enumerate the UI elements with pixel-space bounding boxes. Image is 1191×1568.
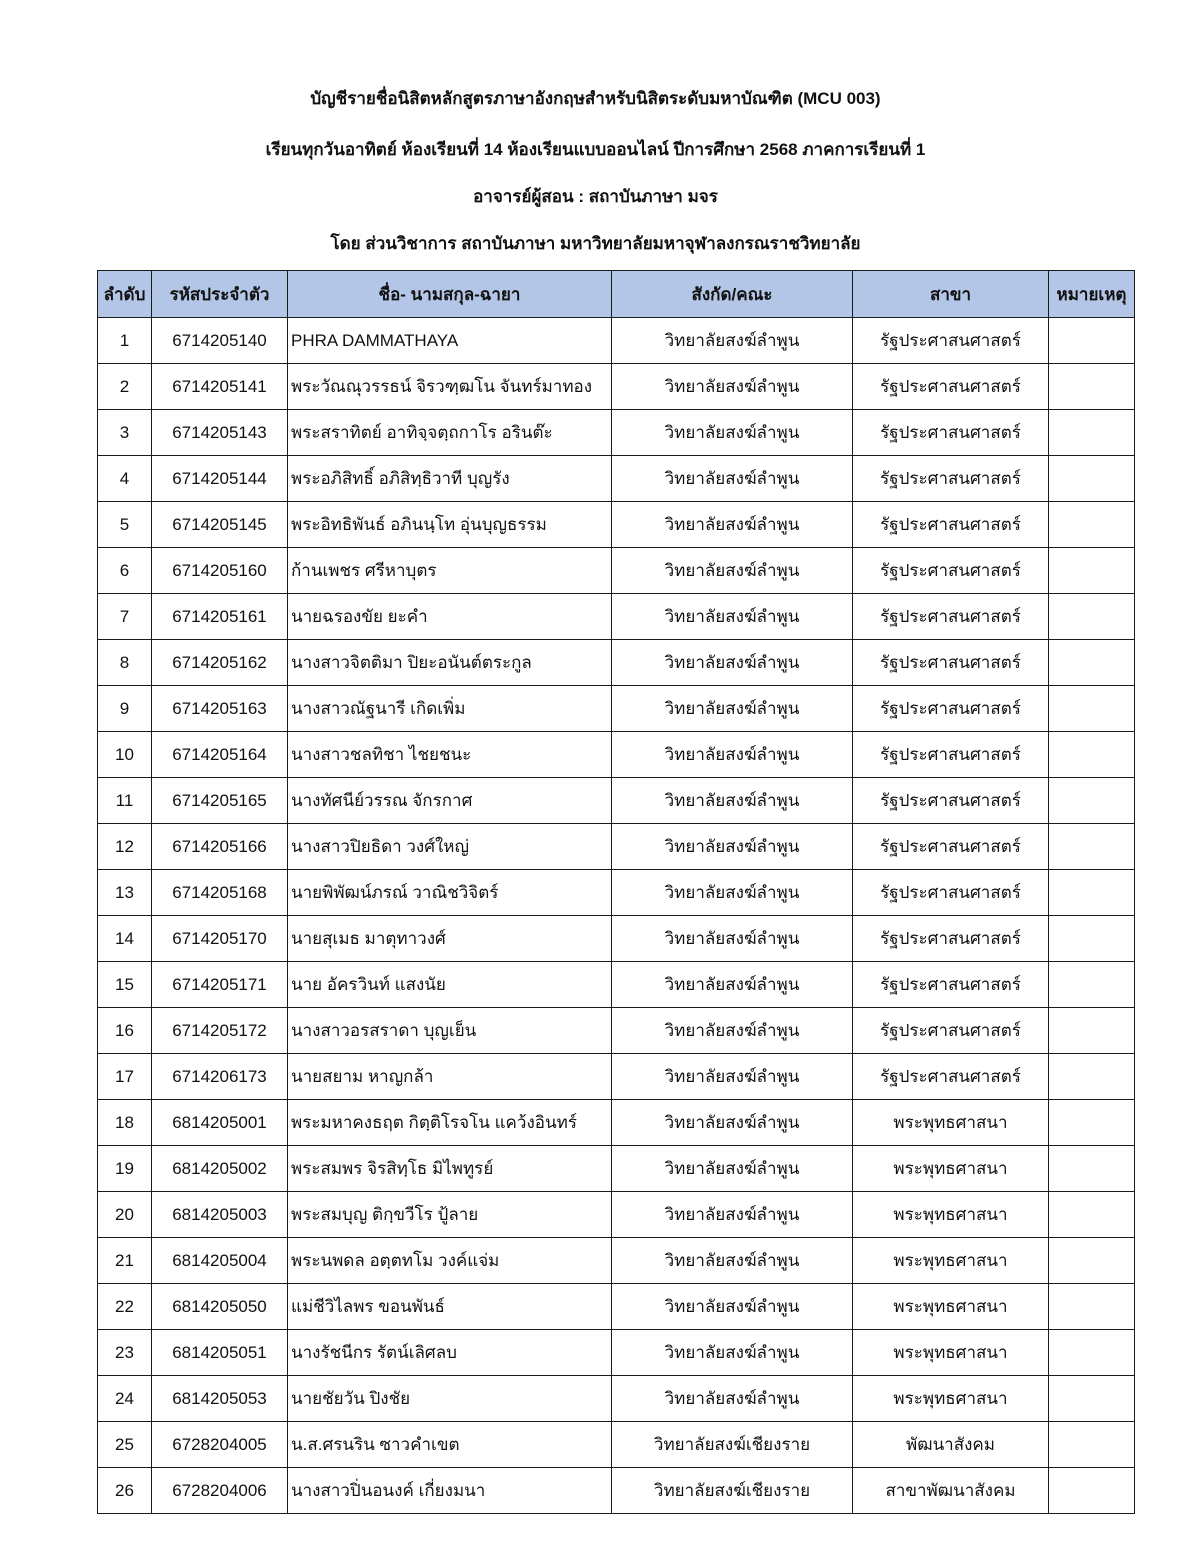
major-cell: พระพุทธศาสนา bbox=[853, 1376, 1049, 1422]
note-cell bbox=[1049, 1238, 1135, 1284]
major-cell: รัฐประศาสนศาสตร์ bbox=[853, 732, 1049, 778]
student-id-cell: 6714205166 bbox=[152, 824, 288, 870]
student-name-cell: พระสมพร จิรสิทฺโธ มิไพทูรย์ bbox=[288, 1146, 612, 1192]
row-number-cell: 10 bbox=[98, 732, 152, 778]
row-number-cell: 22 bbox=[98, 1284, 152, 1330]
major-cell: รัฐประศาสนศาสตร์ bbox=[853, 548, 1049, 594]
major-cell: รัฐประศาสนศาสตร์ bbox=[853, 364, 1049, 410]
table-row bbox=[98, 870, 1135, 916]
row-number-cell: 5 bbox=[98, 502, 152, 548]
affiliation-cell: วิทยาลัยสงฆ์ลำพูน bbox=[612, 870, 853, 916]
row-number-cell: 6 bbox=[98, 548, 152, 594]
student-id-cell: 6814205050 bbox=[152, 1284, 288, 1330]
header-row bbox=[98, 271, 1135, 318]
table-row bbox=[98, 1008, 1135, 1054]
major-cell: พระพุทธศาสนา bbox=[853, 1146, 1049, 1192]
major-cell: รัฐประศาสนศาสตร์ bbox=[853, 1054, 1049, 1100]
row-number-cell: 2 bbox=[98, 364, 152, 410]
student-name-cell: พระอภิสิทธิ์ อภิสิทฺธิวาที บุญรัง bbox=[288, 456, 612, 502]
student-id-cell: 6714205170 bbox=[152, 916, 288, 962]
student-id-cell: 6714205160 bbox=[152, 548, 288, 594]
major-cell: รัฐประศาสนศาสตร์ bbox=[853, 962, 1049, 1008]
student-name-cell: นางสาวชลทิชา ไชยชนะ bbox=[288, 732, 612, 778]
note-cell bbox=[1049, 1008, 1135, 1054]
table-row bbox=[98, 778, 1135, 824]
note-cell bbox=[1049, 410, 1135, 456]
row-number-cell: 3 bbox=[98, 410, 152, 456]
table-body bbox=[98, 318, 1135, 1514]
note-cell bbox=[1049, 1054, 1135, 1100]
table-row bbox=[98, 1100, 1135, 1146]
column-header-student-id: รหัสประจำตัว bbox=[152, 271, 288, 318]
note-cell bbox=[1049, 1192, 1135, 1238]
affiliation-cell: วิทยาลัยสงฆ์ลำพูน bbox=[612, 1330, 853, 1376]
student-id-cell: 6814205004 bbox=[152, 1238, 288, 1284]
affiliation-cell: วิทยาลัยสงฆ์ลำพูน bbox=[612, 410, 853, 456]
student-name-cell: นายพิพัฒน์ภรณ์ วาณิชวิจิตร์ bbox=[288, 870, 612, 916]
row-number-cell: 18 bbox=[98, 1100, 152, 1146]
note-cell bbox=[1049, 1422, 1135, 1468]
note-cell bbox=[1049, 502, 1135, 548]
note-cell bbox=[1049, 1468, 1135, 1514]
student-name-cell: พระวัณณุวรรธน์ จิรวฑฺฒโน จันทร์มาทอง bbox=[288, 364, 612, 410]
document-title: บัญชีรายชื่อนิสิตหลักสูตรภาษาอังกฤษสำหรับนิสิตระดับมหาบัณฑิต (MCU 003) bbox=[310, 89, 881, 108]
row-number-cell: 20 bbox=[98, 1192, 152, 1238]
student-id-cell: 6814205001 bbox=[152, 1100, 288, 1146]
affiliation-cell: วิทยาลัยสงฆ์ลำพูน bbox=[612, 778, 853, 824]
row-number-cell: 19 bbox=[98, 1146, 152, 1192]
affiliation-cell: วิทยาลัยสงฆ์ลำพูน bbox=[612, 732, 853, 778]
table-row bbox=[98, 1422, 1135, 1468]
table-row bbox=[98, 962, 1135, 1008]
note-cell bbox=[1049, 870, 1135, 916]
affiliation-cell: วิทยาลัยสงฆ์ลำพูน bbox=[612, 1238, 853, 1284]
student-id-cell: 6714205165 bbox=[152, 778, 288, 824]
student-id-cell: 6714205140 bbox=[152, 318, 288, 364]
table-row bbox=[98, 732, 1135, 778]
student-name-cell: พระนพดล อตฺตทโม วงค์แจ่ม bbox=[288, 1238, 612, 1284]
student-id-cell: 6714205168 bbox=[152, 870, 288, 916]
table-row bbox=[98, 1330, 1135, 1376]
note-cell bbox=[1049, 732, 1135, 778]
student-name-cell: นางสาวปิยธิดา วงศ์ใหญ่ bbox=[288, 824, 612, 870]
note-cell bbox=[1049, 778, 1135, 824]
table-row bbox=[98, 1284, 1135, 1330]
note-cell bbox=[1049, 686, 1135, 732]
affiliation-cell: วิทยาลัยสงฆ์ลำพูน bbox=[612, 594, 853, 640]
column-header-affiliation: สังกัด/คณะ bbox=[612, 271, 853, 318]
affiliation-cell: วิทยาลัยสงฆ์ลำพูน bbox=[612, 824, 853, 870]
student-name-cell: นาย อัครวินท์ แสงนัย bbox=[288, 962, 612, 1008]
student-id-cell: 6714205145 bbox=[152, 502, 288, 548]
table-row bbox=[98, 1192, 1135, 1238]
student-id-cell: 6814205051 bbox=[152, 1330, 288, 1376]
student-name-cell: นางทัศนีย์วรรณ จักรกาศ bbox=[288, 778, 612, 824]
row-number-cell: 25 bbox=[98, 1422, 152, 1468]
affiliation-cell: วิทยาลัยสงฆ์ลำพูน bbox=[612, 640, 853, 686]
student-id-cell: 6814205003 bbox=[152, 1192, 288, 1238]
table-row bbox=[98, 318, 1135, 364]
row-number-cell: 16 bbox=[98, 1008, 152, 1054]
student-id-cell: 6728204005 bbox=[152, 1422, 288, 1468]
student-id-cell: 6714205162 bbox=[152, 640, 288, 686]
note-cell bbox=[1049, 594, 1135, 640]
affiliation-cell: วิทยาลัยสงฆ์ลำพูน bbox=[612, 916, 853, 962]
row-number-cell: 26 bbox=[98, 1468, 152, 1514]
student-name-cell: พระมหาคงธฤต กิตฺติโรจโน แคว้งอินทร์ bbox=[288, 1100, 612, 1146]
row-number-cell: 14 bbox=[98, 916, 152, 962]
table-header bbox=[98, 271, 1135, 318]
major-cell: พระพุทธศาสนา bbox=[853, 1330, 1049, 1376]
student-name-cell: พระอิทธิพันธ์ อภินนฺโท อุ่นบุญธรรม bbox=[288, 502, 612, 548]
major-cell: รัฐประศาสนศาสตร์ bbox=[853, 502, 1049, 548]
note-cell bbox=[1049, 1100, 1135, 1146]
note-cell bbox=[1049, 640, 1135, 686]
major-cell: พระพุทธศาสนา bbox=[853, 1100, 1049, 1146]
major-cell: สาขาพัฒนาสังคม bbox=[853, 1468, 1049, 1514]
affiliation-cell: วิทยาลัยสงฆ์เชียงราย bbox=[612, 1422, 853, 1468]
row-number-cell: 1 bbox=[98, 318, 152, 364]
class-schedule-line: เรียนทุกวันอาทิตย์ ห้องเรียนที่ 14 ห้องเรียนแบบออนไลน์ ปีการศึกษา 2568 ภาคการเรียนที่ 1 bbox=[265, 140, 926, 159]
row-number-cell: 15 bbox=[98, 962, 152, 1008]
row-number-cell: 23 bbox=[98, 1330, 152, 1376]
table-row bbox=[98, 364, 1135, 410]
table-row bbox=[98, 1376, 1135, 1422]
major-cell: พระพุทธศาสนา bbox=[853, 1238, 1049, 1284]
note-cell bbox=[1049, 824, 1135, 870]
affiliation-cell: วิทยาลัยสงฆ์ลำพูน bbox=[612, 456, 853, 502]
table-row bbox=[98, 1468, 1135, 1514]
student-name-cell: น.ส.ศรนริน ซาวคำเขต bbox=[288, 1422, 612, 1468]
note-cell bbox=[1049, 1376, 1135, 1422]
student-name-cell: นายชัยวัน ปิงชัย bbox=[288, 1376, 612, 1422]
row-number-cell: 21 bbox=[98, 1238, 152, 1284]
organization-line: โดย ส่วนวิชาการ สถาบันภาษา มหาวิทยาลัยมหาจุฬาลงกรณราชวิทยาลัย bbox=[330, 234, 861, 253]
row-number-cell: 9 bbox=[98, 686, 152, 732]
affiliation-cell: วิทยาลัยสงฆ์ลำพูน bbox=[612, 1100, 853, 1146]
table-row bbox=[98, 502, 1135, 548]
table-row bbox=[98, 824, 1135, 870]
row-number-cell: 17 bbox=[98, 1054, 152, 1100]
student-name-cell: ก้านเพชร ศรีหาบุตร bbox=[288, 548, 612, 594]
table-row bbox=[98, 640, 1135, 686]
affiliation-cell: วิทยาลัยสงฆ์ลำพูน bbox=[612, 1192, 853, 1238]
student-name-cell: นางสาวปิ่นอนงค์ เกี่ยงมนา bbox=[288, 1468, 612, 1514]
student-id-cell: 6714205141 bbox=[152, 364, 288, 410]
student-name-cell: นางสาวจิตติมา ปิยะอนันต์ตระกูล bbox=[288, 640, 612, 686]
column-header-no: ลำดับ bbox=[98, 271, 152, 318]
major-cell: รัฐประศาสนศาสตร์ bbox=[853, 1008, 1049, 1054]
major-cell: พัฒนาสังคม bbox=[853, 1422, 1049, 1468]
major-cell: พระพุทธศาสนา bbox=[853, 1192, 1049, 1238]
major-cell: รัฐประศาสนศาสตร์ bbox=[853, 318, 1049, 364]
note-cell bbox=[1049, 548, 1135, 594]
student-id-cell: 6714205161 bbox=[152, 594, 288, 640]
row-number-cell: 11 bbox=[98, 778, 152, 824]
student-name-cell: พระสมบุญ ติกฺขวีโร ปู้ลาย bbox=[288, 1192, 612, 1238]
major-cell: รัฐประศาสนศาสตร์ bbox=[853, 410, 1049, 456]
student-id-cell: 6814205002 bbox=[152, 1146, 288, 1192]
row-number-cell: 4 bbox=[98, 456, 152, 502]
table-row bbox=[98, 1054, 1135, 1100]
student-name-cell: นางสาวณัฐนารี เกิดเพิ่ม bbox=[288, 686, 612, 732]
affiliation-cell: วิทยาลัยสงฆ์ลำพูน bbox=[612, 1146, 853, 1192]
affiliation-cell: วิทยาลัยสงฆ์ลำพูน bbox=[612, 364, 853, 410]
note-cell bbox=[1049, 1146, 1135, 1192]
note-cell bbox=[1049, 456, 1135, 502]
table-row bbox=[98, 548, 1135, 594]
student-name-cell: PHRA DAMMATHAYA bbox=[288, 318, 612, 364]
student-id-cell: 6714205171 bbox=[152, 962, 288, 1008]
major-cell: รัฐประศาสนศาสตร์ bbox=[853, 824, 1049, 870]
row-number-cell: 12 bbox=[98, 824, 152, 870]
row-number-cell: 13 bbox=[98, 870, 152, 916]
student-id-cell: 6714205144 bbox=[152, 456, 288, 502]
note-cell bbox=[1049, 916, 1135, 962]
table-row bbox=[98, 916, 1135, 962]
student-id-cell: 6714206173 bbox=[152, 1054, 288, 1100]
student-name-cell: นายฉรองขัย ยะคำ bbox=[288, 594, 612, 640]
major-cell: รัฐประศาสนศาสตร์ bbox=[853, 456, 1049, 502]
row-number-cell: 8 bbox=[98, 640, 152, 686]
column-header-name: ชื่อ- นามสกุล-ฉายา bbox=[288, 271, 612, 318]
table-row bbox=[98, 410, 1135, 456]
student-name-cell: นางรัชนีกร รัตน์เลิศลบ bbox=[288, 1330, 612, 1376]
student-id-cell: 6728204006 bbox=[152, 1468, 288, 1514]
student-name-cell: นายสุเมธ มาตุทาวงศ์ bbox=[288, 916, 612, 962]
student-id-cell: 6714205163 bbox=[152, 686, 288, 732]
note-cell bbox=[1049, 364, 1135, 410]
affiliation-cell: วิทยาลัยสงฆ์ลำพูน bbox=[612, 1376, 853, 1422]
student-id-cell: 6714205164 bbox=[152, 732, 288, 778]
major-cell: รัฐประศาสนศาสตร์ bbox=[853, 870, 1049, 916]
column-header-major: สาขา bbox=[853, 271, 1049, 318]
column-header-note: หมายเหตุ bbox=[1049, 271, 1135, 318]
student-id-cell: 6714205143 bbox=[152, 410, 288, 456]
table-row bbox=[98, 456, 1135, 502]
student-name-cell: แม่ชีวิไลพร ขอนพันธ์ bbox=[288, 1284, 612, 1330]
student-name-cell: พระสราทิตย์ อาทิจฺจตฺถกาโร อรินต๊ะ bbox=[288, 410, 612, 456]
row-number-cell: 7 bbox=[98, 594, 152, 640]
note-cell bbox=[1049, 1284, 1135, 1330]
affiliation-cell: วิทยาลัยสงฆ์ลำพูน bbox=[612, 548, 853, 594]
affiliation-cell: วิทยาลัยสงฆ์ลำพูน bbox=[612, 502, 853, 548]
major-cell: รัฐประศาสนศาสตร์ bbox=[853, 916, 1049, 962]
major-cell: รัฐประศาสนศาสตร์ bbox=[853, 640, 1049, 686]
student-id-cell: 6814205053 bbox=[152, 1376, 288, 1422]
student-roster-table bbox=[97, 270, 1135, 1514]
affiliation-cell: วิทยาลัยสงฆ์เชียงราย bbox=[612, 1468, 853, 1514]
affiliation-cell: วิทยาลัยสงฆ์ลำพูน bbox=[612, 1008, 853, 1054]
row-number-cell: 24 bbox=[98, 1376, 152, 1422]
note-cell bbox=[1049, 318, 1135, 364]
affiliation-cell: วิทยาลัยสงฆ์ลำพูน bbox=[612, 686, 853, 732]
affiliation-cell: วิทยาลัยสงฆ์ลำพูน bbox=[612, 962, 853, 1008]
table-row bbox=[98, 1146, 1135, 1192]
note-cell bbox=[1049, 962, 1135, 1008]
affiliation-cell: วิทยาลัยสงฆ์ลำพูน bbox=[612, 1054, 853, 1100]
major-cell: พระพุทธศาสนา bbox=[853, 1284, 1049, 1330]
student-id-cell: 6714205172 bbox=[152, 1008, 288, 1054]
major-cell: รัฐประศาสนศาสตร์ bbox=[853, 594, 1049, 640]
table-row bbox=[98, 686, 1135, 732]
major-cell: รัฐประศาสนศาสตร์ bbox=[853, 686, 1049, 732]
affiliation-cell: วิทยาลัยสงฆ์ลำพูน bbox=[612, 318, 853, 364]
student-name-cell: นางสาวอรสราดา บุญเย็น bbox=[288, 1008, 612, 1054]
major-cell: รัฐประศาสนศาสตร์ bbox=[853, 778, 1049, 824]
student-name-cell: นายสยาม หาญกล้า bbox=[288, 1054, 612, 1100]
table-row bbox=[98, 594, 1135, 640]
note-cell bbox=[1049, 1330, 1135, 1376]
table-row bbox=[98, 1238, 1135, 1284]
affiliation-cell: วิทยาลัยสงฆ์ลำพูน bbox=[612, 1284, 853, 1330]
instructor-line: อาจารย์ผู้สอน : สถาบันภาษา มจร bbox=[473, 187, 718, 206]
